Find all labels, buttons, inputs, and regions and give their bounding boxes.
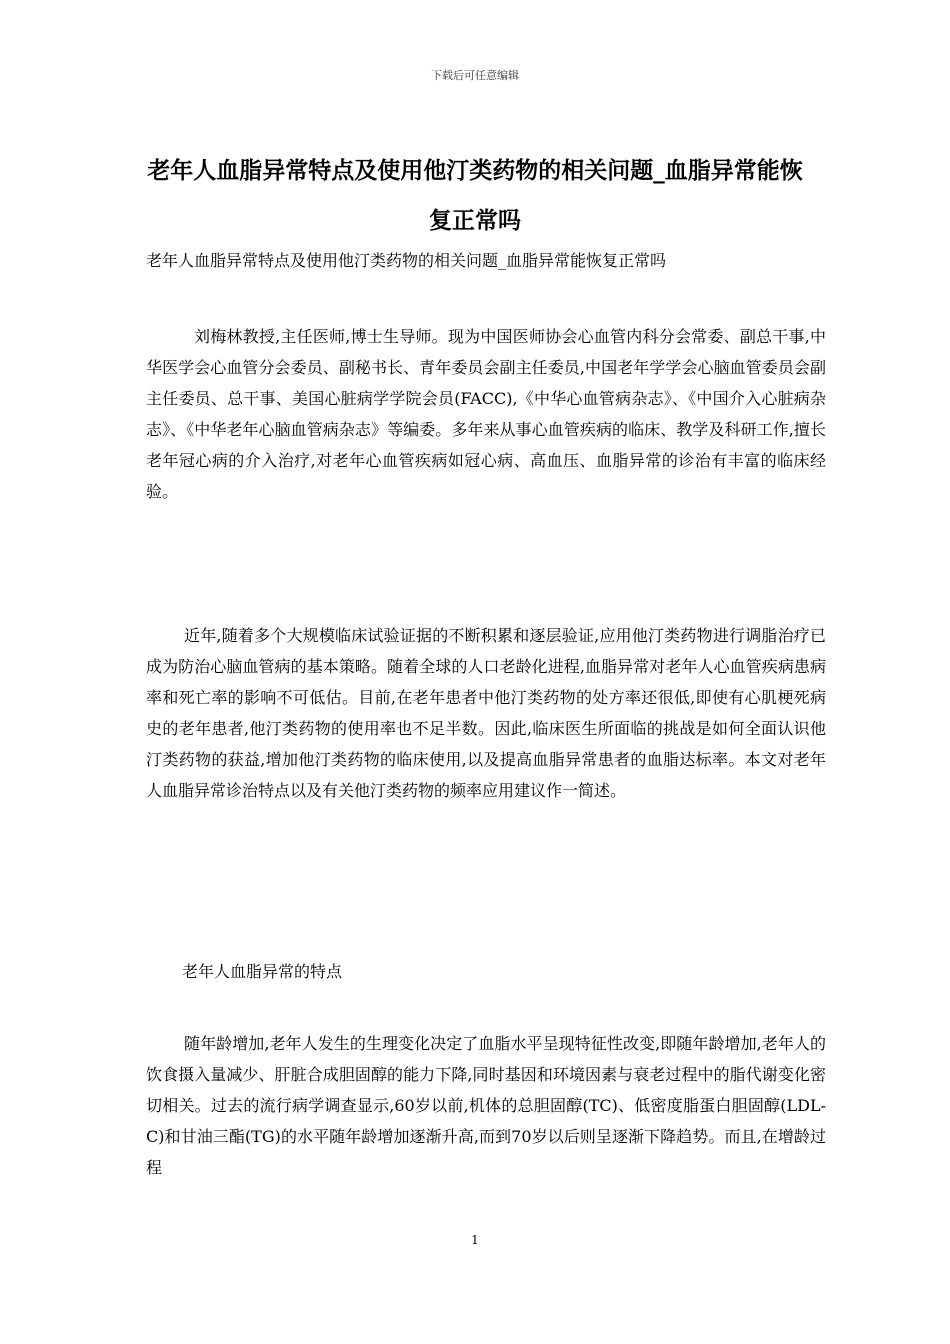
- document-title: 老年人血脂异常特点及使用他汀类药物的相关问题_血脂异常能恢复正常吗: [147, 158, 803, 234]
- section-heading: 老年人血脂异常的特点: [182, 962, 343, 981]
- author-bio-paragraph: 刘梅林教授,主任医师,博士生导师。现为中国医师协会心血管内科分会常委、副总干事,中华医学会心血管分会委员、副秘书长、青年委员会副主任委员,中国老年学学会心脑血管委员会副主任委员、总干事、美国心脏病学学院会员(FACC),《中华心血管病杂志》、《中国介入心脏病杂志》、《中华老年心脑血管病杂志》等编委。多年来从事心血管疾病的临床、教学及科研工作,擅长老年冠心病的介入治疗,对老年心血管疾病如冠心病、高血压、血脂异常的诊治有丰富的临床经验。: [146, 327, 826, 501]
- document-subtitle: 老年人血脂异常特点及使用他汀类药物的相关问题_血脂异常能恢复正常吗: [146, 251, 667, 270]
- page-header-note: 下载后可任意编辑: [431, 69, 519, 82]
- page-number: 1: [471, 1233, 479, 1247]
- introduction-paragraph: 近年,随着多个大规模临床试验证据的不断积累和逐层验证,应用他汀类药物进行调脂治疗已成为防治心脑血管病的基本策略。随着全球的人口老龄化进程,血脂异常对老年人心血管疾病患病率和死亡率的影响不可低估。目前,在老年患者中他汀类药物的处方率还很低,即使有心肌梗死病史的老年患者,他汀类药物的使用率也不足半数。因此,临床医生所面临的挑战是如何全面认识他汀类药物的获益,增加他汀类药物的临床使用,以及提高血脂异常患者的血脂达标率。本文对老年人血脂异常诊治特点以及有关他汀类药物的频率应用建议作一简述。: [146, 626, 826, 800]
- section-body-paragraph: 随年龄增加,老年人发生的生理变化决定了血脂水平呈现特征性改变,即随年龄增加,老年人的饮食摄入量减少、肝脏合成胆固醇的能力下降,同时基因和环境因素与衰老过程中的脂代谢变化密切相关。过去的流行病学调查显示,60岁以前,机体的总胆固醇(TC)、低密度脂蛋白胆固醇(LDL-C)和甘油三酯(TG)的水平随年龄增加逐渐升高,而到70岁以后则呈逐渐下降趋势。而且,在增龄过程: [146, 1034, 826, 1177]
